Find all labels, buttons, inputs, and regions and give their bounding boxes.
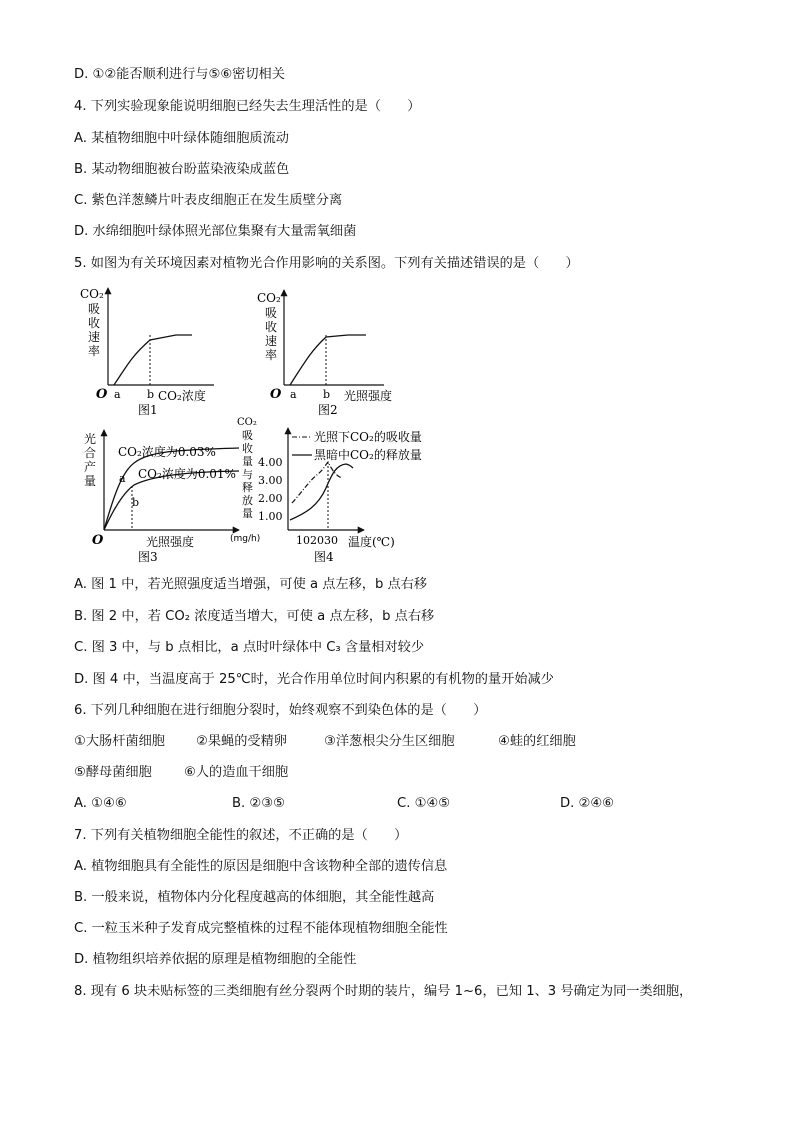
q4-option-b: B. 某动物细胞被台盼蓝染液染成蓝色	[74, 162, 290, 177]
q6-option-b: B. ②③⑤	[232, 796, 285, 811]
q4-option-d: D. 水绵细胞叶绿体照光部位集聚有大量需氧细菌	[74, 224, 357, 239]
fig4-ytick-2: 2.00	[258, 492, 283, 505]
fig4-ylabel-3: 量	[242, 455, 253, 468]
q5-option-b: B. 图 2 中，若 CO₂ 浓度适当增大，可使 a 点左移，b 点右移	[74, 609, 435, 624]
q6-item-3: ③洋葱根尖分生区细胞	[324, 734, 455, 749]
fig1	[80, 287, 214, 417]
fig4-ylabel-unit: (mg/h)	[230, 534, 261, 544]
q6-stem: 6. 下列几种细胞在进行细胞分裂时，始终观察不到染色体的是（ ）	[74, 703, 487, 718]
fig4-curve-dash	[292, 462, 342, 503]
q6-option-d: D. ②④⑥	[560, 796, 615, 811]
fig3-curve-lower-label: CO₂浓度为0.01%	[138, 467, 236, 481]
q5-option-a: A. 图 1 中，若光照强度适当增强，可使 a 点左移，b 点右移	[74, 577, 428, 592]
fig2-ylabel-2: 收	[265, 320, 278, 334]
fig4-xtick-20: 20	[310, 534, 324, 547]
q6-item-4: ④蛙的红细胞	[498, 734, 576, 749]
fig2-ylabel-4: 率	[265, 348, 278, 362]
fig2-ylabel-1: 吸	[265, 306, 278, 320]
fig1-curve	[114, 335, 192, 385]
fig1-point-a: a	[114, 388, 121, 401]
fig4-legend-solid: 黑暗中CO₂的释放量	[314, 448, 422, 462]
q7-option-b: B. 一般来说，植物体内分化程度越高的体细胞，其全能性越高	[74, 890, 435, 905]
fig3-xlabel: 光照强度	[146, 535, 195, 549]
q4-stem: 4. 下列实验现象能说明细胞已经失去生理活性的是（ ）	[74, 99, 421, 114]
q6-item-5: ⑤酵母菌细胞	[74, 765, 152, 780]
fig2	[257, 290, 392, 417]
fig4-ytick-1: 1.00	[258, 510, 283, 523]
fig2-caption: 图2	[318, 403, 338, 417]
fig4-ytick-3: 3.00	[258, 474, 283, 487]
fig3-caption: 图3	[138, 550, 158, 564]
q7-stem: 7. 下列有关植物细胞全能性的叙述，不正确的是（ ）	[74, 828, 408, 843]
fig1-ylabel-3: 速	[88, 330, 101, 344]
fig4-xtick-30: 30	[324, 534, 338, 547]
q5-stem: 5. 如图为有关环境因素对植物光合作用影响的关系图。下列有关描述错误的是（ ）	[74, 256, 579, 271]
fig1-ylabel-1: 吸	[88, 302, 101, 316]
q6-item-2: ②果蝇的受精卵	[196, 734, 287, 749]
fig1-origin: O	[96, 387, 108, 402]
fig4-ylabel-4: 与	[242, 468, 253, 481]
q4-option-a: A. 某植物细胞中叶绿体随细胞质流动	[74, 131, 289, 146]
q8-stem: 8. 现有 6 块未贴标签的三类细胞有丝分裂两个时期的装片，编号 1~6，已知 1、3 号确定为同一类细胞，	[74, 984, 693, 999]
fig1-ylabel-2: 收	[88, 316, 101, 330]
q4-option-c: C. 紫色洋葱鳞片叶表皮细胞正在发生质壁分离	[74, 193, 343, 208]
fig1-ylabel-4: 率	[88, 344, 101, 358]
fig1-caption: 图1	[138, 403, 158, 417]
q6-item-1: ①大肠杆菌细胞	[74, 734, 165, 749]
fig3-ylabel-3: 量	[84, 474, 97, 488]
fig3-ylabel-1: 合	[84, 446, 97, 460]
fig3-curve-upper	[104, 448, 239, 530]
fig4-ylabel-7: 量	[242, 507, 253, 520]
fig4	[230, 417, 422, 564]
fig2-curve	[290, 335, 366, 385]
fig2-point-a: a	[290, 388, 297, 401]
fig1-point-b: b	[147, 388, 155, 401]
q3-option-d: D. ①②能否顺利进行与⑤⑥密切相关	[74, 67, 285, 82]
fig4-ylabel-5: 释	[242, 481, 253, 494]
fig4-caption: 图4	[314, 550, 334, 564]
fig4-ytick-4: 4.00	[258, 456, 283, 469]
fig3-point-b: b	[132, 496, 140, 509]
fig4-ylabel-2: 收	[242, 442, 253, 455]
fig2-xlabel: 光照强度	[344, 389, 393, 403]
q7-option-a: A. 植物细胞具有全能性的原因是细胞中含该物种全部的遗传信息	[74, 859, 448, 874]
fig3-curve-upper-label: CO₂浓度为0.03%	[118, 445, 216, 459]
q7-option-d: D. 植物组织培养依据的原理是植物细胞的全能性	[74, 952, 357, 967]
fig4-ylabel-1: 吸	[242, 429, 253, 442]
fig4-xtick-10: 10	[296, 534, 310, 547]
fig2-ylabel-3: 速	[265, 334, 278, 348]
fig3-point-a: a	[119, 472, 126, 485]
fig2-point-b: b	[323, 388, 331, 401]
fig3-ylabel-2: 产	[84, 460, 97, 474]
q6-option-c: C. ①④⑤	[397, 796, 451, 811]
fig1-xlabel: CO₂浓度	[158, 389, 206, 403]
fig3-origin: O	[92, 533, 104, 548]
fig4-ylabel-0: CO₂	[237, 417, 257, 428]
fig1-ylabel-0: CO₂	[80, 287, 104, 301]
fig2-ylabel-0: CO₂	[257, 291, 281, 305]
q5-option-d: D. 图 4 中，当温度高于 25℃时，光合作用单位时间内积累的有机物的量开始减少	[74, 672, 554, 687]
fig4-legend-dash: 光照下CO₂的吸收量	[314, 430, 422, 444]
fig4-ylabel-6: 放	[242, 494, 253, 507]
fig3-ylabel-0: 光	[84, 432, 97, 446]
fig2-origin: O	[270, 387, 282, 402]
fig3	[84, 430, 239, 564]
q6-item-6: ⑥人的造血干细胞	[184, 765, 289, 780]
fig4-curve-solid	[290, 464, 353, 520]
q5-figure	[74, 280, 454, 570]
q6-option-a: A. ①④⑥	[74, 796, 127, 811]
q5-option-c: C. 图 3 中，与 b 点相比，a 点时叶绿体中 C₃ 含量相对较少	[74, 640, 425, 655]
q7-option-c: C. 一粒玉米种子发育成完整植株的过程不能体现植物细胞全能性	[74, 921, 448, 936]
fig4-xlabel: 温度(℃)	[348, 535, 395, 549]
